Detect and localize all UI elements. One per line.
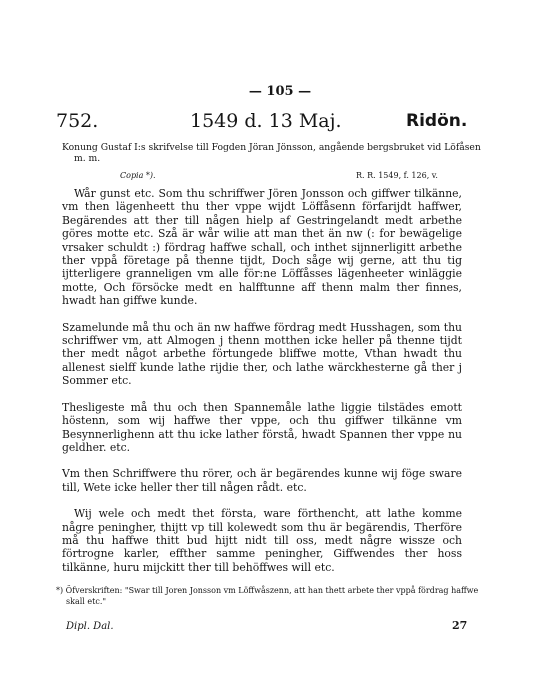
footnote: *) Öfverskriften: "Swar till Joren Jonsson vm Löffwåszenn, att han thett arbete ther vppå fördrag haffwe skall etc." — [56, 586, 479, 606]
paragraph: Wij wele och medt thet första, ware förthencht, att lathe komme någre peningher, thijtt vp till kolewedt som thu är begärendis, Therföre må thu haffwe thitt bud hijtt nidt till oss, medt någre wissze och förtrogne karler, effther samme peningher, Giffwendes ther hoss tilkänne, huru mijckitt ther till behöffwes will etc. — [62, 507, 462, 574]
sheet-number: 27 — [452, 619, 468, 632]
document-date: 1549 d. 13 Maj. — [190, 110, 342, 132]
footer-source: Dipl. Dal. — [66, 621, 114, 632]
document-description: Konung Gustaf I:s skrifvelse till Fogden Jöran Jönsson, angående bergsbruket vid Löfåsen m. m. — [62, 142, 481, 164]
paragraph: Vm then Schriffwere thu rörer, och är begärendes kunne wij föge sware till, Wete icke heller ther till någen rådt. etc. — [62, 467, 462, 494]
paragraph: Thesligeste må thu och then Spannemåle lathe liggie tilstädes emott höstenn, som wij haffwe ther vppe, och thu giffwer tilkänne vm Besynnerlighenn att thu icke lather förstå, hwadt Spannen ther vppe nu geldher. etc. — [62, 400, 462, 454]
paragraph: Wår gunst etc. Som thu schriffwer Jören Jonsson och giffwer tilkänne, vm then lägenheett thu ther vppe wijdt Löffåsenn förfarijdt haffwer, Begärendes att ther till någen hielp af Gestringelandt medt arbethe göres motte etc. Szå är wår wilie att man thet än nw (: for bewägelige vrsaker schuldt :) fördrag haffwe schall, och inthet sijnnerligitt arbethe ther vppå företage på thenne tijdt, Doch såge wij gerne, att thu tig ijtterligere granneligen vm alle för:ne Löffåsses lägenheeter winläggie motte, Och försöcke medt en halfftunne aff thenn malm ther finnes, hwadt han giffwe kunde. — [62, 187, 462, 308]
document-number: 752. — [56, 110, 99, 132]
archive-reference: R. R. 1549, f. 126, v. — [356, 171, 438, 180]
copia-note: Copia *). — [120, 171, 156, 180]
letter-body — [62, 187, 462, 574]
document-place: Ridön. — [406, 111, 468, 131]
paragraph: Szamelunde må thu och än nw haffwe fördrag medt Husshagen, som thu schriffwer vm, att Almogen j thenn motthen icke heller på thenne tijdt ther medt något arbethe förtungede bliffwe motte, Vthan hwadt thu allenest sielff kunde lathe rijdie ther, och lathe wärckhesterne gå ther j Sommer etc. — [62, 320, 462, 388]
page-number: — 105 — — [248, 84, 312, 99]
